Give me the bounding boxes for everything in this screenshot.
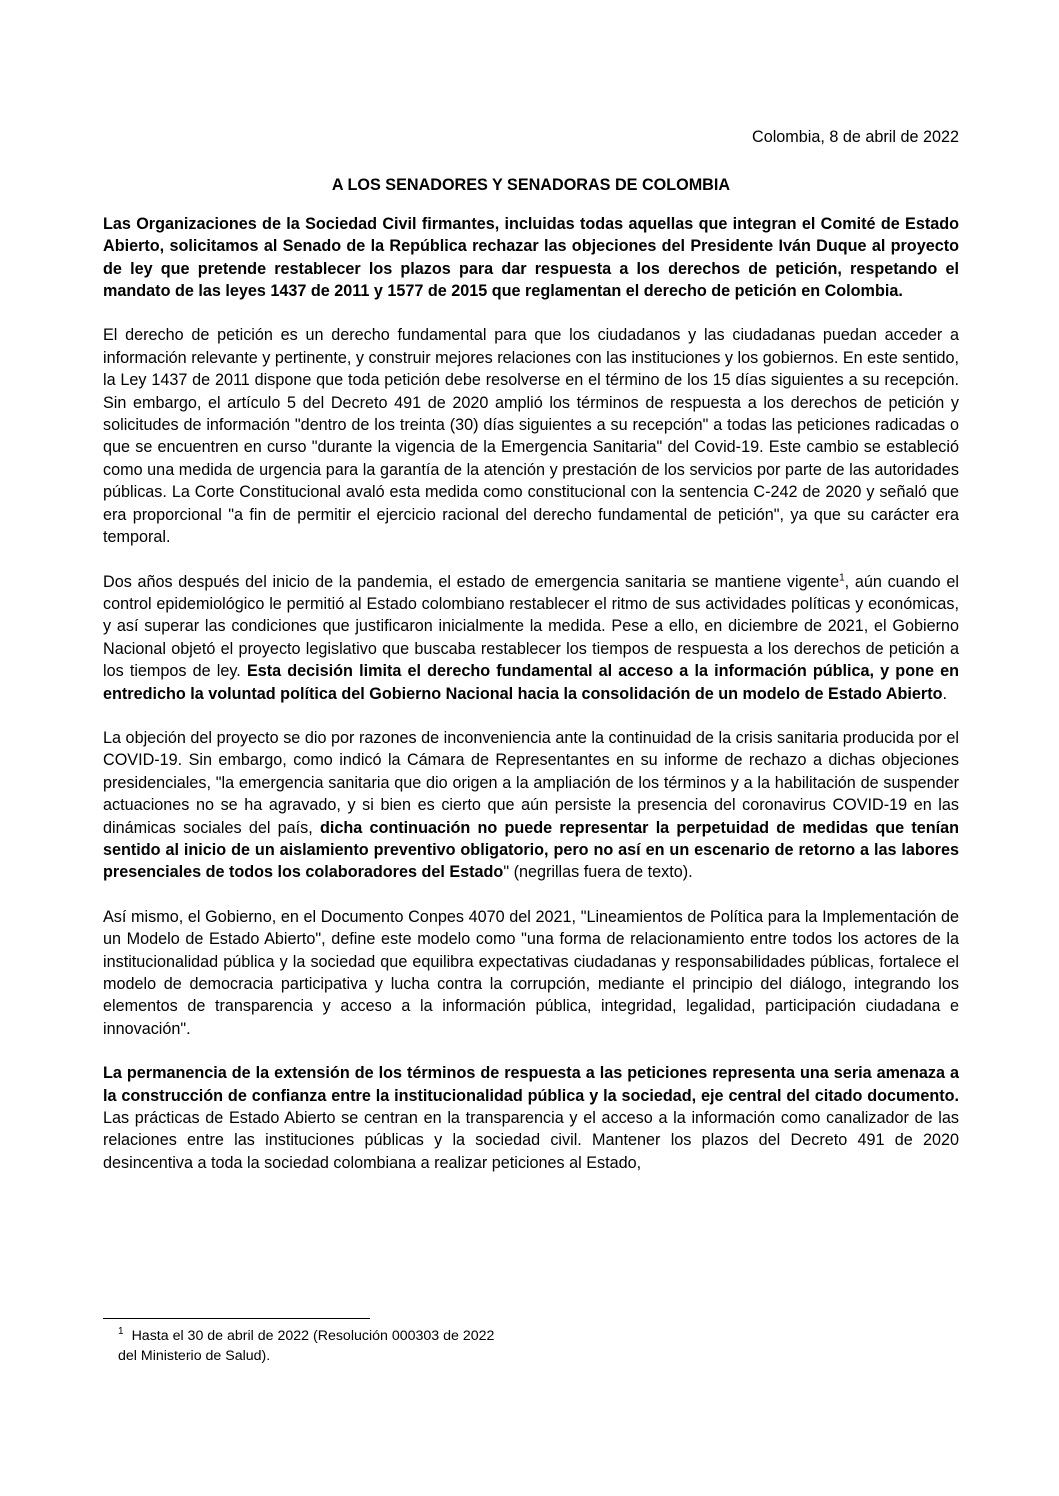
footnote-reference[interactable]: 1 [839, 572, 845, 584]
letter-body [103, 126, 959, 1174]
paragraph-1: El derecho de petición es un derecho fundamental para que los ciudadanos y las ciudadanas puedan acceder a información relevante y pertinente, y construir mejores relaciones con las instituciones y los gobiernos. En este sentido, la Ley 1437 de 2011 dispone que toda petición debe resolverse en el término de los 15 días siguientes a su recepción. Sin embargo, el artículo 5 del Decreto 491 de 2020 amplió los términos de respuesta a los derechos de petición y solicitudes de información "dentro de los treinta (30) días siguientes a su recepción" a todas las peticiones radicadas o que se encuentren en curso "durante la vigencia de la Emergencia Sanitaria" del Covid-19. Este cambio se estableció como una medida de urgencia para la garantía de la atención y prestación de los servicios por parte de las autoridades públicas. La Corte Constitucional avaló esta medida como constitucional con la sentencia C-242 de 2020 y señaló que era proporcional "a fin de permitir el ejercicio racional del derecho fundamental de petición", ya que su carácter era temporal. [103, 326, 959, 547]
footnote-mark: 1 [118, 1326, 124, 1338]
paragraph-5-rest: Las prácticas de Estado Abierto se centran en la transparencia y el acceso a la información como canalizador de las relaciones entre las instituciones públicas y la sociedad civil. Mantener los plazos del Decreto 491 de 2020 desincentiva a toda la sociedad colombiana a realizar peticiones al Estado, [103, 1109, 959, 1172]
paragraph-3-bold: dicha continuación no puede representar la perpetuidad de medidas que tenían sentido al inicio de un aislamiento preventivo obligatorio, pero no así en un escenario de retorno a las labores presenciales de todos los colaboradores del Estado [103, 818, 960, 882]
paragraph-3 [103, 727, 959, 884]
paragraph-2-text-b: , aún cuando el control epidemiológico le permitió al Estado colombiano restablecer el ritmo de sus actividades políticas y económicas, y así superar las condiciones que justificaron inicialmente la medida. Pese a ello, en diciembre de 2021, el Gobierno Nacional objetó el proyecto legislativo que buscaba restablecer los tiempos de respuesta a los derechos de petición a los tiempos de ley. [103, 572, 959, 681]
paragraph-3-end: " (negrillas fuera de texto). [503, 863, 693, 882]
paragraph-4: Así mismo, el Gobierno, en el Documento Conpes 4070 del 2021, "Lineamientos de Política para la Implementación de un Modelo de Estado Abierto", define este modelo como "una forma de relacionamiento entre todos los actores de la institucionalidad pública y la sociedad que equilibra expectativas ciudadanas y responsabilidades públicas, fortalece el modelo de democracia participativa y lucha contra la corrupción, mediante el principio del diálogo, integrando los elementos de transparencia y acceso a la información pública, integridad, legalidad, participación ciudadana e innovación". [103, 907, 959, 1038]
paragraph-2 [103, 571, 959, 705]
paragraph-2-end: . [942, 684, 947, 703]
intro-paragraph: Las Organizaciones de la Sociedad Civil firmantes, incluidas todas aquellas que integran el Comité de Estado Abierto, solicitamos al Senado de la República rechazar las objeciones del Presidente Iván Duque al proyecto de ley que pretende restablecer los plazos para dar respuesta a los derechos de petición, respetando el mandato de las leyes 1437 de 2011 y 1577 de 2015 que reglamentan el derecho de petición en Colombia. [103, 214, 959, 301]
footnote-line-2: del Ministerio de Salud). [118, 1348, 271, 1364]
paragraph-5 [103, 1062, 959, 1174]
paragraph-5-bold: La permanencia de la extensión de los términos de respuesta a las peticiones representa una seria amenaza a la construcción de confianza entre la institucionalidad pública y la sociedad, eje central del citado documento. [103, 1064, 959, 1105]
letter-date: Colombia, 8 de abril de 2022 [752, 128, 959, 146]
footnote [118, 1326, 638, 1366]
paragraph-3-text-a: La objeción del proyecto se dio por razones de inconveniencia ante la continuidad de la crisis sanitaria producida por el COVID-19. Sin embargo, como indicó la Cámara de Representantes en su informe de rechazo a dichas objeciones presidenciales, "la emergencia sanitaria que dio origen a la ampliación de los términos y a la habilitación de suspender actuaciones no se ha agravado, y si bien es cierto que aún persiste la presencia del coronavirus COVID-19 en las dinámicas sociales del país, [103, 728, 959, 837]
footnote-separator [103, 1318, 370, 1319]
paragraph-2-text-a: Dos años después del inicio de la pandemia, el estado de emergencia sanitaria se mantiene vigente [103, 572, 840, 591]
letter-heading: A LOS SENADORES Y SENADORAS DE COLOMBIA [331, 176, 731, 195]
paragraph-2-bold: Esta decisión limita el derecho fundamental al acceso a la información pública, y pone en entredicho la voluntad política del Gobierno Nacional hacia la consolidación de un modelo de Estado Abierto [103, 662, 959, 703]
footnote-line-1: Hasta el 30 de abril de 2022 (Resolución 000303 de 2022 [131, 1328, 495, 1344]
